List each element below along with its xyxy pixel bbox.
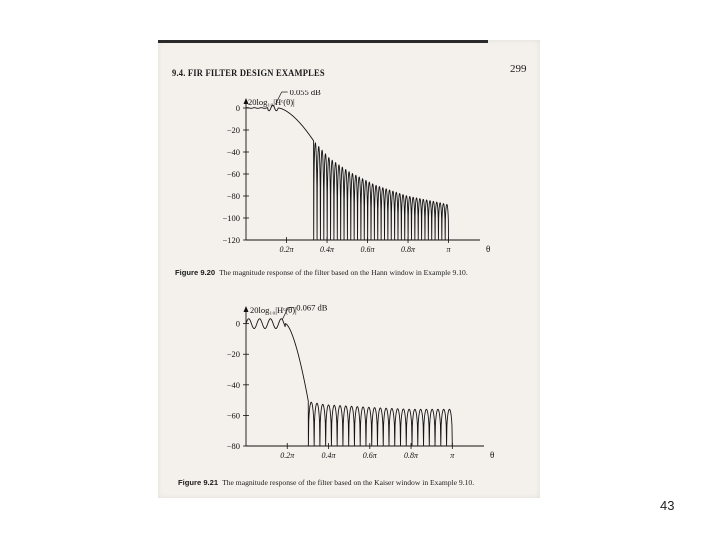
fig0-annotation: 0.055 dB — [289, 90, 321, 97]
fig0-ytick-label: −60 — [226, 169, 240, 179]
fig1-ytick-label: 0 — [235, 318, 240, 329]
fig0-ytick-label: −80 — [226, 191, 240, 201]
slide-number: 43 — [660, 498, 675, 513]
page-top-edge — [158, 40, 488, 43]
fig0-ytick-label: 0 — [235, 103, 240, 113]
page-number: 299 — [510, 63, 527, 75]
fig1-ytick-label: −20 — [226, 349, 240, 360]
figure-9-20-label: Figure 9.20 — [175, 268, 216, 277]
figure-9-21-chart — [200, 298, 520, 462]
fig0-xtick-label: 0.4π — [320, 245, 335, 254]
fig1-xtick-label: 0.2π — [280, 451, 295, 460]
fig1-ytick-label: −60 — [226, 410, 240, 421]
fig0-xtick-label: 0.8π — [401, 245, 416, 254]
fig0-x-label: θ — [486, 244, 491, 254]
figure-9-21-caption-text: The magnitude response of the filter based on the Kaiser window in Example 9.10. — [222, 478, 475, 487]
fig1-xtick-label: 0.6π — [362, 451, 377, 460]
fig1-xtick-label: π — [450, 451, 455, 460]
fig0-ytick-label: −100 — [222, 213, 240, 223]
fig1-y-label: 20log₁₀|Hᶜ(θ)| — [250, 305, 297, 315]
fig1-magnitude-curve — [246, 319, 452, 446]
running-head: 9.4. FIR FILTER DESIGN EXAMPLES — [172, 67, 325, 79]
fig0-ytick-label: −40 — [226, 147, 240, 157]
fig0-y-label: 20log₁₀|Hᶜ(θ)| — [248, 97, 295, 107]
fig1-xtick-label: 0.4π — [321, 451, 336, 460]
figure-9-20-caption — [175, 268, 468, 277]
figure-9-21-label: Figure 9.21 — [178, 478, 219, 487]
fig0-xtick-label: 0.6π — [360, 245, 375, 254]
fig1-annotation: 0.067 dB — [296, 302, 328, 313]
figure-9-21-caption — [178, 478, 474, 487]
fig1-ytick-label: −40 — [226, 379, 240, 390]
fig0-ytick-label: −120 — [222, 235, 240, 245]
fig0-xtick-label: 0.2π — [279, 245, 294, 254]
fig0-ytick-label: −20 — [226, 125, 240, 135]
fig1-x-label: θ — [490, 450, 495, 460]
fig1-y-arrow — [244, 306, 249, 312]
fig0-magnitude-curve — [246, 105, 449, 240]
fig1-ytick-label: −80 — [226, 441, 240, 451]
figure-9-20-chart — [200, 90, 510, 260]
fig1-xtick-label: 0.8π — [404, 451, 419, 460]
figure-9-20-caption-text: The magnitude response of the filter based on the Hann window in Example 9.10. — [219, 268, 468, 277]
fig0-xtick-label: π — [446, 245, 451, 254]
